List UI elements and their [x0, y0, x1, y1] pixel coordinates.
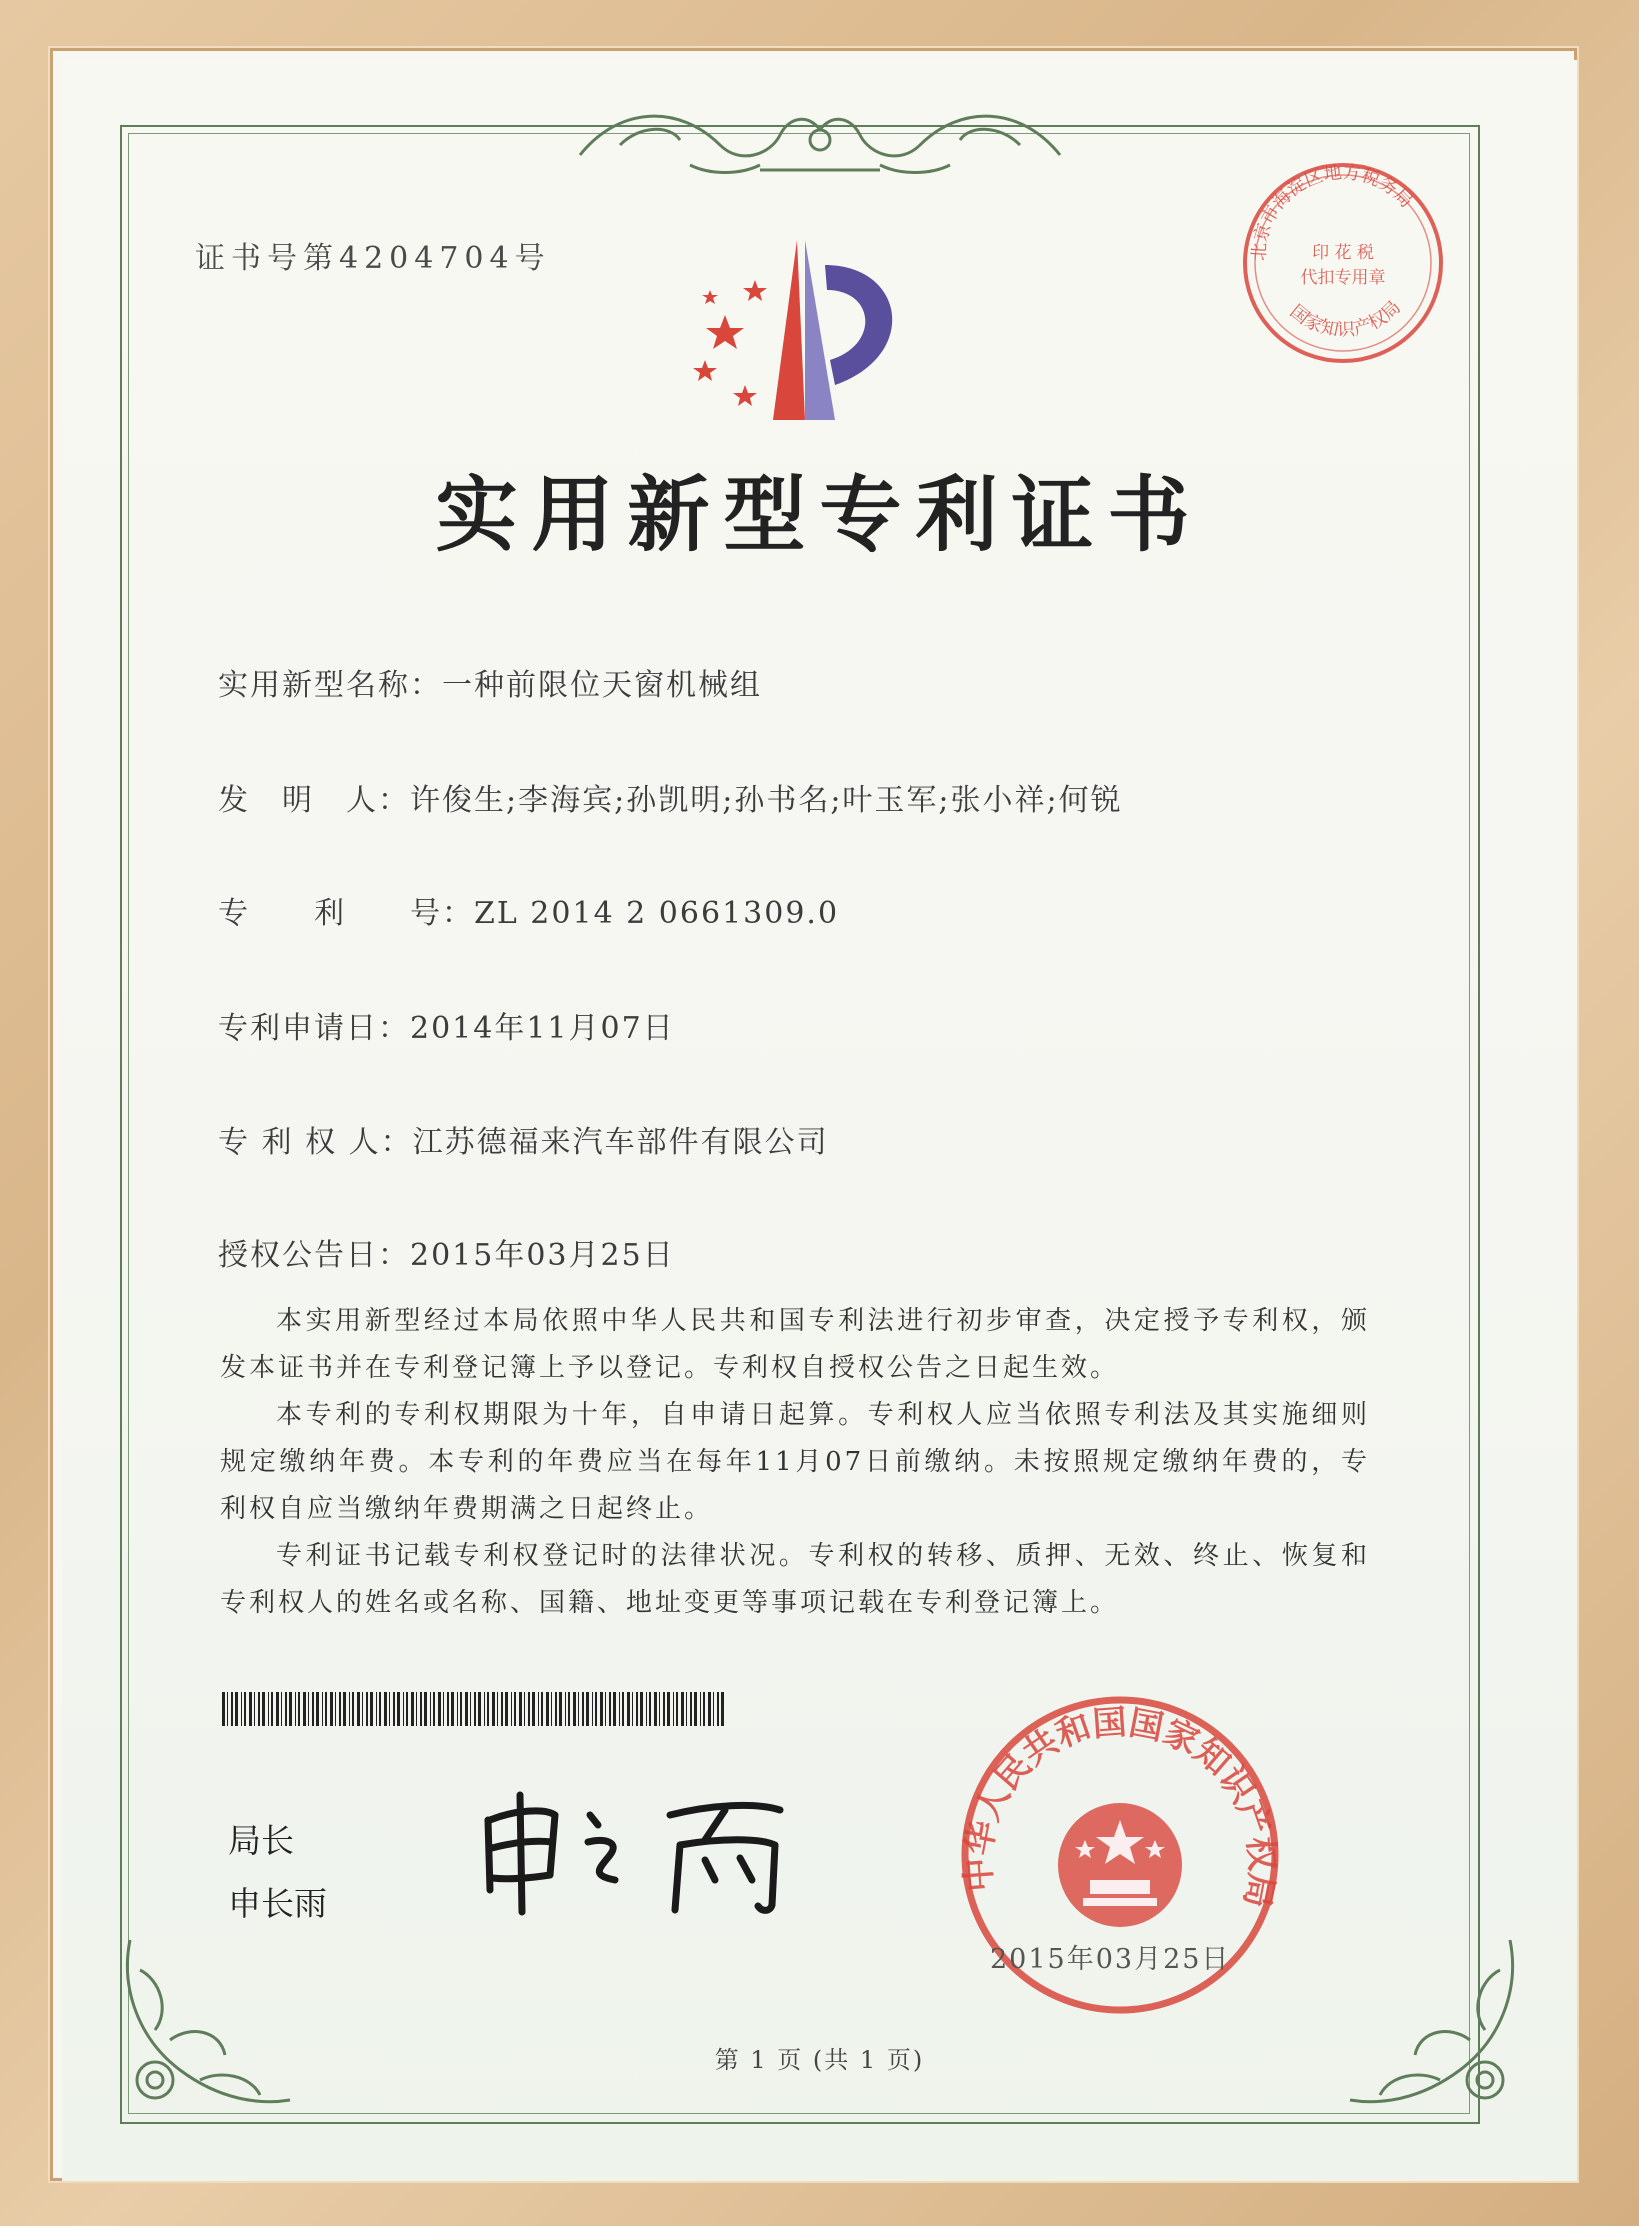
barcode-bar: [632, 1692, 633, 1726]
bottom-right-ornament: [1340, 1930, 1530, 2130]
barcode-bar: [713, 1692, 714, 1726]
barcode-bar: [285, 1692, 287, 1726]
barcode-bar: [708, 1692, 711, 1726]
svg-text:代扣专用章: 代扣专用章: [1300, 268, 1386, 288]
field-patentee: 专 利 权 人：江苏德福来汽车部件有限公司: [218, 1125, 829, 1160]
barcode-bar: [438, 1692, 441, 1726]
tax-seal-stamp: [1238, 158, 1448, 368]
barcode-bar: [276, 1692, 279, 1726]
barcode-bar: [244, 1692, 246, 1726]
barcode-bar: [717, 1692, 719, 1726]
barcode-bar: [366, 1692, 368, 1726]
barcode-bar: [492, 1692, 495, 1726]
patent-office-logo-icon: [685, 235, 925, 425]
barcode-bar: [636, 1692, 638, 1726]
barcode-bar: [362, 1692, 363, 1726]
tax-seal-bottom-text: 国家知识产权局: [1285, 296, 1405, 341]
barcode-bar: [376, 1692, 377, 1726]
barcode-bar: [470, 1692, 471, 1726]
barcode-bar: [541, 1692, 543, 1726]
barcode-bar: [578, 1692, 579, 1726]
barcode-bar: [298, 1692, 300, 1726]
barcode-bar: [703, 1692, 705, 1726]
barcode-bar: [424, 1692, 427, 1726]
director-name: 申长雨: [228, 1884, 327, 1923]
barcode-bar: [592, 1692, 593, 1726]
barcode-bar: [497, 1692, 498, 1726]
barcode-bar: [627, 1692, 630, 1726]
barcode-bar: [654, 1692, 657, 1726]
barcode-bar: [501, 1692, 503, 1726]
barcode-bar: [447, 1692, 449, 1726]
barcode-bar: [484, 1692, 485, 1726]
certificate-body: [220, 1298, 1370, 1627]
barcode-bar: [433, 1692, 435, 1726]
barcode-bar: [349, 1692, 350, 1726]
body-paragraph: 本专利的专利权期限为十年，自申请日起算。专利权人应当依照专利法及其实施细则规定缴纳年费。本专利的年费应当在每年11月07日前缴纳。未按照规定缴纳年费的，专利权自应当缴纳年费期满之日起终止。: [220, 1400, 1370, 1524]
bottom-left-ornament: [110, 1930, 300, 2130]
barcode-bar: [254, 1692, 255, 1726]
svg-text:印 花 税: 印 花 税: [1312, 243, 1374, 263]
barcode-bar: [330, 1692, 333, 1726]
field-utility-model-name: 实用新型名称：一种前限位天窗机械组: [218, 668, 762, 703]
body-paragraph: 专利证书记载专利权登记时的法律状况。专利权的转移、质押、无效、终止、恢复和专利权人的姓名或名称、国籍、地址变更等事项记载在专利登记簿上。: [220, 1541, 1370, 1618]
body-paragraph: 本实用新型经过本局依照中华人民共和国专利法进行初步审查，决定授予专利权，颁发本证书并在专利登记簿上予以登记。专利权自授权公告之日起生效。: [220, 1306, 1370, 1383]
field-application-date: 专利申请日：2014年11月07日: [218, 1011, 675, 1046]
barcode-bar: [370, 1692, 373, 1726]
barcode-bar: [546, 1692, 549, 1726]
barcode-bar: [397, 1692, 400, 1726]
barcode-bar: [565, 1692, 566, 1726]
barcode-bar: [379, 1692, 381, 1726]
barcode-bar: [511, 1692, 512, 1726]
barcode-bar: [303, 1692, 306, 1726]
director-signature: [470, 1780, 830, 1920]
field-grant-date: 授权公告日：2015年03月25日: [218, 1238, 675, 1273]
barcode-bar: [262, 1692, 265, 1726]
barcode-bar: [524, 1692, 525, 1726]
barcode-bar: [312, 1692, 314, 1726]
barcode: [222, 1692, 732, 1726]
barcode-bar: [582, 1692, 584, 1726]
barcode-bar: [227, 1692, 228, 1726]
barcode-bar: [443, 1692, 444, 1726]
barcode-bar: [335, 1692, 336, 1726]
barcode-bar: [352, 1692, 354, 1726]
barcode-bar: [416, 1692, 417, 1726]
barcode-bar: [281, 1692, 282, 1726]
barcode-bar: [487, 1692, 489, 1726]
certificate-title: 实用新型专利证书: [435, 468, 1204, 563]
page-number: 第 1 页 (共 1 页): [714, 2046, 925, 2074]
barcode-bar: [384, 1692, 387, 1726]
barcode-bar: [403, 1692, 404, 1726]
barcode-bar: [235, 1692, 238, 1726]
barcode-bar: [694, 1692, 697, 1726]
barcode-bar: [271, 1692, 273, 1726]
barcode-bar: [686, 1692, 687, 1726]
barcode-bar: [559, 1692, 562, 1726]
barcode-bar: [457, 1692, 458, 1726]
barcode-bar: [389, 1692, 390, 1726]
barcode-bar: [690, 1692, 692, 1726]
field-inventors: 发 明 人：许俊生;李海宾;孙凯明;孙书名;叶玉军;张小祥;何锐: [218, 783, 1123, 818]
barcode-bar: [622, 1692, 624, 1726]
top-ornament: [560, 85, 1080, 180]
barcode-bar: [241, 1692, 242, 1726]
barcode-bar: [667, 1692, 670, 1726]
barcode-bar: [532, 1692, 535, 1726]
barcode-bar: [231, 1692, 233, 1726]
barcode-bar: [430, 1692, 431, 1726]
barcode-bar: [595, 1692, 597, 1726]
barcode-bar: [538, 1692, 539, 1726]
barcode-bar: [406, 1692, 408, 1726]
barcode-bar: [474, 1692, 476, 1726]
seal-date: 2015年03月25日: [990, 1944, 1231, 1975]
barcode-bar: [289, 1692, 292, 1726]
barcode-bar: [411, 1692, 414, 1726]
barcode-bar: [519, 1692, 522, 1726]
barcode-bar: [295, 1692, 296, 1726]
barcode-bar: [222, 1692, 225, 1726]
tax-seal-arc-text: 北京市海淀区地方税务局: [1248, 162, 1417, 262]
barcode-bar: [555, 1692, 557, 1726]
barcode-bar: [551, 1692, 552, 1726]
barcode-bar: [609, 1692, 611, 1726]
barcode-bar: [673, 1692, 674, 1726]
barcode-bar: [619, 1692, 620, 1726]
barcode-bar: [568, 1692, 570, 1726]
barcode-bar: [393, 1692, 395, 1726]
barcode-bar: [316, 1692, 319, 1726]
barcode-bar: [249, 1692, 252, 1726]
barcode-bar: [649, 1692, 651, 1726]
svg-text:国家知识产权局: [1286, 297, 1405, 341]
barcode-bar: [663, 1692, 665, 1726]
barcode-bar: [460, 1692, 462, 1726]
barcode-bar: [659, 1692, 660, 1726]
barcode-bar: [700, 1692, 701, 1726]
barcode-bar: [605, 1692, 606, 1726]
barcode-bar: [573, 1692, 576, 1726]
barcode-bar: [721, 1692, 724, 1726]
barcode-bar: [420, 1692, 422, 1726]
barcode-bar: [343, 1692, 346, 1726]
barcode-bar: [613, 1692, 616, 1726]
barcode-bar: [586, 1692, 589, 1726]
certificate-number: 证书号第4204704号: [195, 241, 551, 276]
barcode-bar: [640, 1692, 643, 1726]
barcode-bar: [478, 1692, 481, 1726]
field-patent-number: 专 利 号：ZL 2014 2 0661309.0: [218, 896, 840, 931]
barcode-bar: [514, 1692, 516, 1726]
barcode-bar: [339, 1692, 341, 1726]
barcode-bar: [681, 1692, 684, 1726]
barcode-bar: [308, 1692, 309, 1726]
barcode-bar: [322, 1692, 323, 1726]
barcode-bar: [505, 1692, 508, 1726]
barcode-bar: [528, 1692, 530, 1726]
barcode-bar: [646, 1692, 647, 1726]
barcode-bar: [325, 1692, 327, 1726]
barcode-bar: [600, 1692, 603, 1726]
barcode-bar: [357, 1692, 360, 1726]
barcode-bar: [676, 1692, 678, 1726]
official-seal-text: 中华人民共和国国家知识产权局: [958, 1702, 1282, 1911]
barcode-bar: [258, 1692, 260, 1726]
barcode-bar: [451, 1692, 454, 1726]
barcode-bar: [268, 1692, 269, 1726]
barcode-bar: [465, 1692, 468, 1726]
director-title: 局长: [228, 1821, 294, 1860]
